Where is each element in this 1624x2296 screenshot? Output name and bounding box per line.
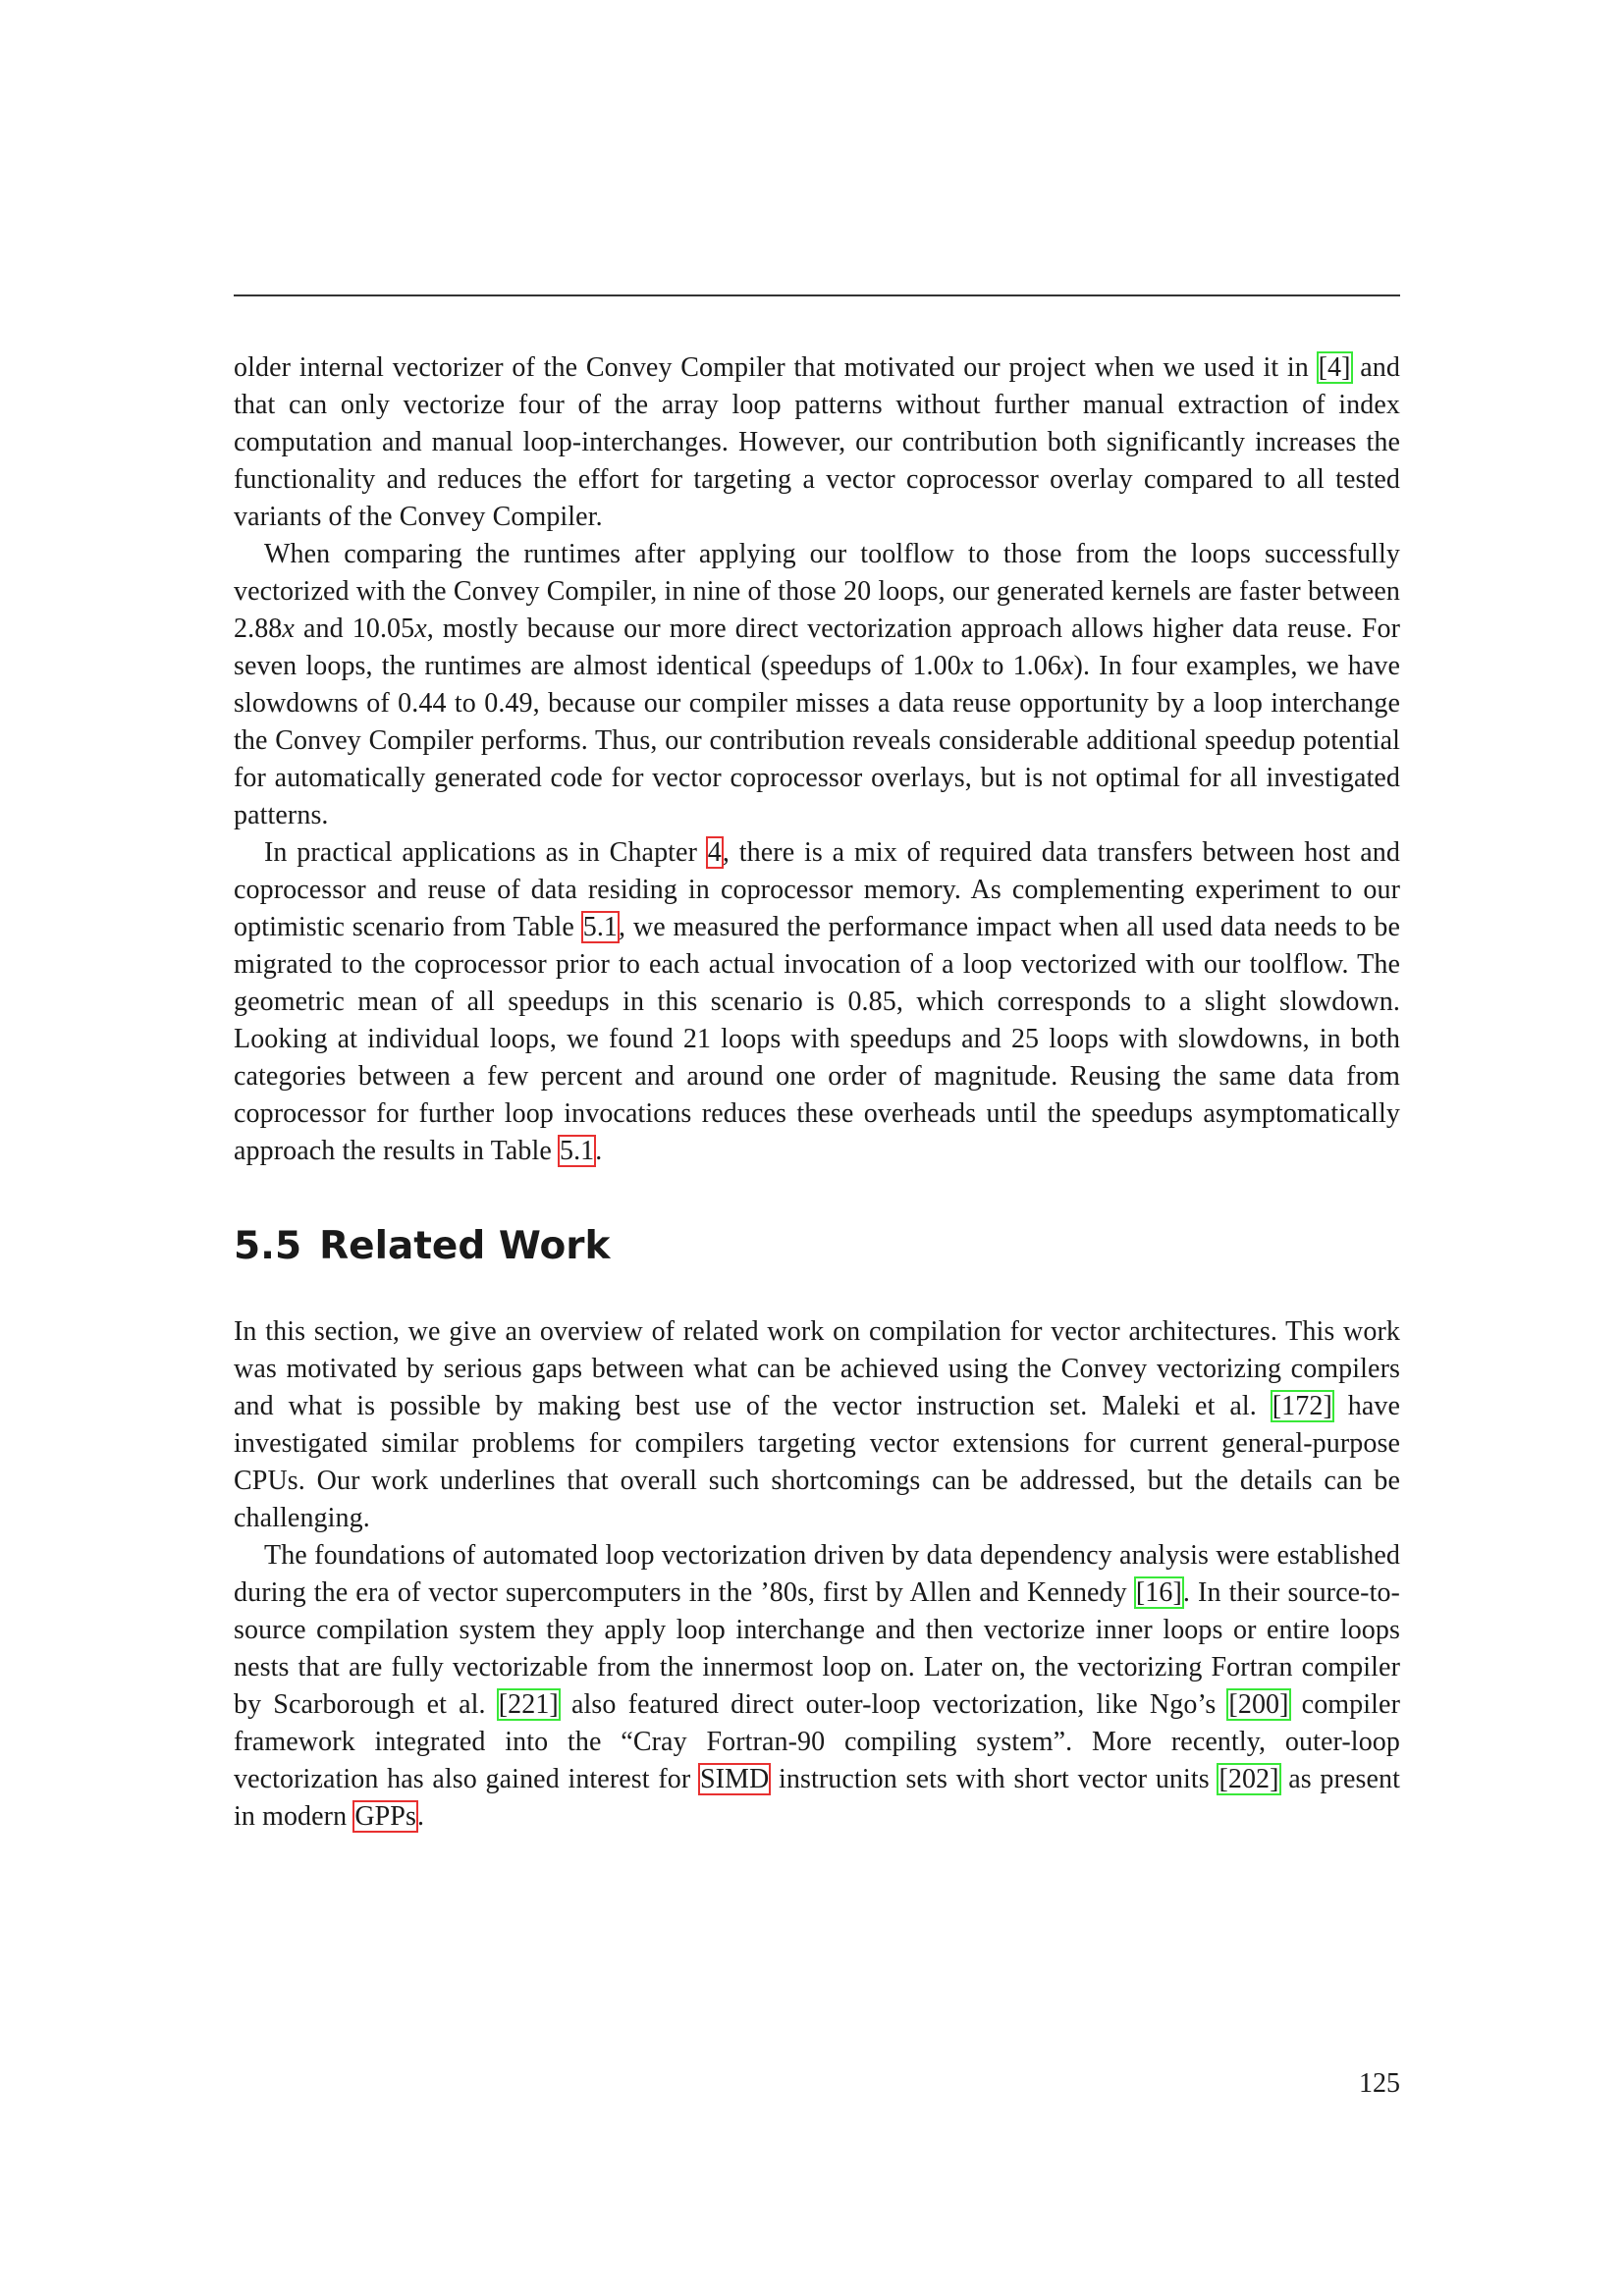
text: to 1.06 <box>973 651 1061 681</box>
text: also featured direct outer-loop vectorization, like Ngo’s <box>559 1689 1228 1720</box>
text: The foundations of automated loop vectorization driven by data dependency analysis were established during the era of vector supercomputers in the ’80s, first by Allen and Kennedy <box>234 1540 1400 1608</box>
citation-link[interactable]: [221] <box>498 1689 559 1720</box>
citation-link[interactable]: [202] <box>1218 1764 1279 1794</box>
math-var: x <box>960 651 974 681</box>
acronym-link[interactable]: SIMD <box>699 1764 770 1794</box>
acronym-link[interactable]: GPPs <box>354 1801 416 1832</box>
text: have investigated similar problems for compilers targeting vector extensions for current general-purpose CPUs. Our work underlines that overall such shortcomings can be addressed, but the details can be challenging. <box>234 1391 1401 1533</box>
citation-link[interactable]: [4] <box>1318 352 1351 383</box>
text: . In their source-to-source compilation system they apply loop interchange and then vectorize inner loops or entire loops nests that are fully vectorizable from the innermost loop on. Later on, the vectorizing Fortran compiler by Scarborough et al. <box>234 1577 1400 1720</box>
text: , we measured the performance impact when all used data needs to be migrated to the coprocessor prior to each actual invocation of a loop vectorized with our toolflow. The geometric mean of all speedups in this scenario is 0.85, which corresponds to a slight slowdown. Looking at individual loops, we found 21 loops with speedups and 25 loops with slowdowns, in both categories between a few percent and around one order of magnitude. Reusing the same data from coprocessor for further loop invocations reduces these overheads until the speedups asymptomatically approach the results in Table <box>234 912 1400 1166</box>
text: In practical applications as in Chapter <box>264 837 707 868</box>
text: , mostly because our more direct vectorization approach allows higher data reuse. For seven loops, the runtimes are almost identical (speedups of 1.00 <box>234 614 1400 681</box>
chapter-link[interactable]: 4 <box>707 837 722 868</box>
text: instruction sets with short vector units <box>770 1764 1218 1794</box>
citation-link[interactable]: [172] <box>1272 1391 1332 1421</box>
text: . <box>416 1801 425 1832</box>
text: . <box>595 1136 603 1166</box>
section-number: 5.5 <box>234 1224 302 1268</box>
text: older internal vectorizer of the Convey Compiler that motivated our project when we used it in <box>234 352 1318 383</box>
citation-link[interactable]: [16] <box>1135 1577 1182 1608</box>
page-number: 125 <box>1359 2068 1400 2099</box>
section-title: Related Work <box>319 1224 611 1268</box>
math-var: x <box>282 614 295 644</box>
math-var: x <box>1060 651 1074 681</box>
text: as present in modern <box>234 1764 1400 1832</box>
header-rule <box>234 294 1400 296</box>
math-var: x <box>414 614 427 644</box>
citation-link[interactable]: [200] <box>1228 1689 1289 1720</box>
text: and 10.05 <box>294 614 415 644</box>
table-link[interactable]: 5.1 <box>582 912 619 942</box>
text: compiler framework integrated into the “Cray Fortran-90 compiling system”. More recently, outer-loop vectorization has also gained interest for <box>234 1689 1400 1794</box>
paragraph-5 <box>234 1537 1400 1836</box>
paragraph-3 <box>234 834 1400 1170</box>
section-heading <box>234 1223 1400 1270</box>
text: and that can only vectorize four of the array loop patterns without further manual extraction of index computation and manual loop-interchanges. However, our contribution both significantly increases the functionality and reduces the effort for targeting a vector coprocessor overlay compared to all tested variants of the Convey Compiler. <box>234 352 1400 532</box>
table-link[interactable]: 5.1 <box>559 1136 595 1166</box>
text: ). In four examples, we have slowdowns of 0.44 to 0.49, because our compiler misses a data reuse opportunity by a loop interchange the Convey Compiler performs. Thus, our contribution reveals considerable additional speedup potential for automatically generated code for vector coprocessor overlays, but is not optimal for all investigated patterns. <box>234 651 1400 830</box>
paragraph-4 <box>234 1313 1400 1537</box>
page-body <box>234 349 1400 1836</box>
paragraph-2 <box>234 536 1400 834</box>
text: , there is a mix of required data transfers between host and coprocessor and reuse of data residing in coprocessor memory. As complementing experiment to our optimistic scenario from Table <box>234 837 1400 942</box>
text: When comparing the runtimes after applying our toolflow to those from the loops successfully vectorized with the Convey Compiler, in nine of those 20 loops, our generated kernels are faster between 2.88 <box>234 539 1400 644</box>
text: In this section, we give an overview of related work on compilation for vector architectures. This work was motivated by serious gaps between what can be achieved using the Convey vectorizing compilers and what is possible by making best use of the vector instruction set. Maleki et al. <box>234 1316 1400 1421</box>
paragraph-1 <box>234 349 1400 536</box>
